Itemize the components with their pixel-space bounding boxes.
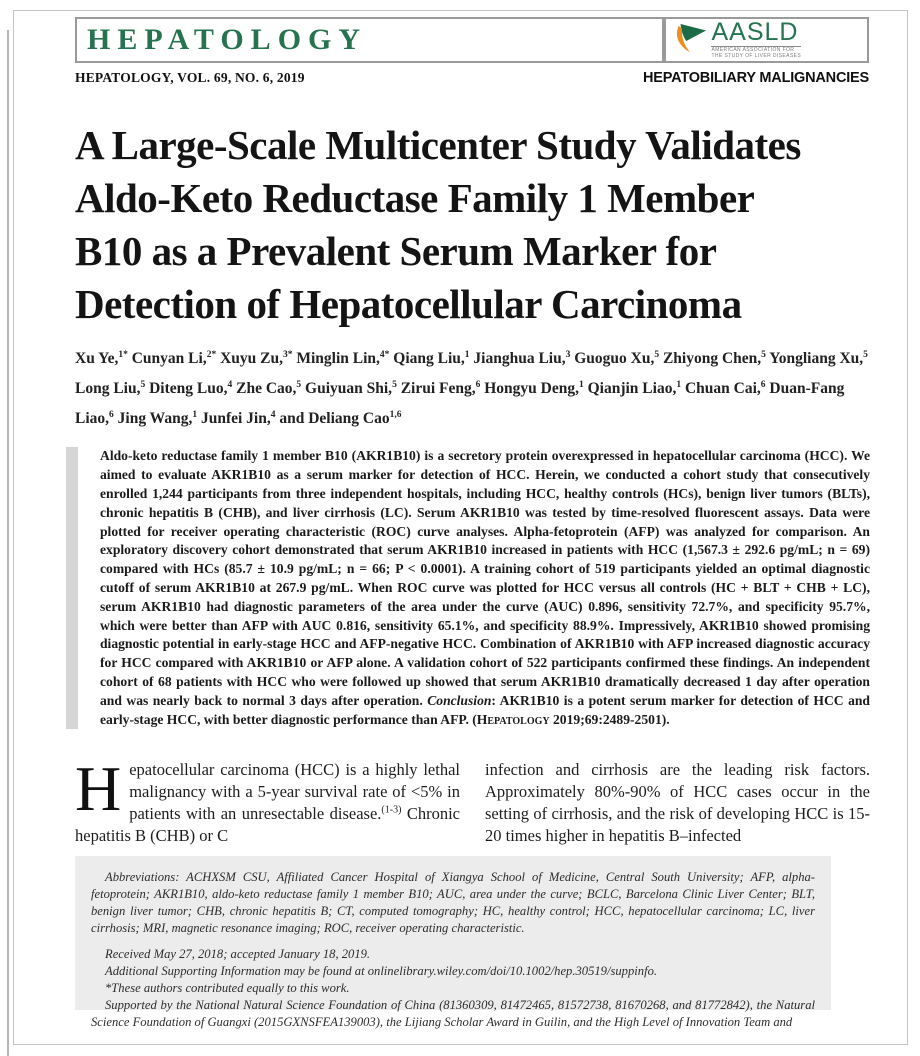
author: Chuan Cai,$^6$ xyxy=(684,380,766,398)
supporting-info-prefix: Additional Supporting Information may be found at xyxy=(105,964,368,979)
author-affiliation-superscript: 1 xyxy=(464,350,470,360)
author-affiliation-superscript: 5 xyxy=(761,350,766,360)
author-affiliation-superscript: 1 xyxy=(676,380,682,391)
author-affiliation-superscript: 4 xyxy=(227,380,233,391)
author-affiliation-superscript: 3* xyxy=(282,350,293,360)
body-column-left xyxy=(75,753,460,847)
author-affiliation-superscript: 5 xyxy=(863,350,868,360)
volume-issue-line: HEPATOLOGY, VOL. 69, NO. 6, 2019 xyxy=(75,70,305,85)
author: Yongliang Xu,$^5$ xyxy=(769,350,868,368)
author: Zhiyong Chen,$^5$ xyxy=(662,350,766,368)
author: Xuyu Zu,$^{3*}$ xyxy=(220,350,293,368)
article-title-line: A Large-Scale Multicenter Study Validates xyxy=(75,122,801,168)
body-right-text: infection and cirrhosis are the leading risk factors. Approximately 80%-90% of HCC cases occur in the setting of cirrhosis, and the risk of developing HCC is 15-20 times higher in hepatitis B–infected xyxy=(485,760,870,846)
section-label: HEPATOBILIARY MALIGNANCIES xyxy=(642,70,869,86)
journal-name: HEPATOLOGY xyxy=(87,23,368,56)
citation-rest: 2019;69:2489-2501). xyxy=(549,711,670,727)
author-affiliation-superscript: 2* xyxy=(206,350,217,360)
author-affiliation-superscript: 6 xyxy=(760,380,766,391)
abstract-conclusion-text: : AKR1B10 is a potent serum marker for detection of HCC and early-stage HCC, with better diagnostic performance than AFP. ( xyxy=(100,692,870,727)
body-column-right xyxy=(485,759,870,847)
article-title-line: B10 as a Prevalent Serum Marker for xyxy=(75,228,717,274)
author: Xu Ye,$^{1*}$ xyxy=(75,350,128,368)
author: Minglin Lin,$^{4*}$ xyxy=(296,350,390,368)
author-affiliation-superscript: 5 xyxy=(296,380,302,391)
journal-masthead-box xyxy=(75,17,664,63)
author-affiliation-superscript: 5 xyxy=(392,380,397,391)
author-affiliation-superscript: 1* xyxy=(118,350,128,360)
page-stack-edge xyxy=(7,30,9,1056)
author: Jing Wang,$^1$ xyxy=(117,410,198,428)
authors xyxy=(75,342,870,432)
reference-superscript: (1-3) xyxy=(381,804,402,816)
aasld-logo-icon xyxy=(671,23,709,57)
abstract-conclusion-label: Conclusion xyxy=(427,692,492,708)
abstract-side-bar xyxy=(66,447,78,729)
author-affiliation-superscript: 5 xyxy=(654,350,660,360)
author: Guiyuan Shi,$^5$ xyxy=(305,380,397,398)
supporting-info-note xyxy=(91,963,815,980)
abstract-section xyxy=(66,447,870,729)
author-affiliation-superscript: 3 xyxy=(565,350,571,360)
author: Hongyu Deng,$^1$ xyxy=(484,380,584,398)
author-affiliation-superscript: 1,6 xyxy=(389,410,402,421)
author: Jianghua Liu,$^3$ xyxy=(473,350,571,368)
aasld-tagline-line2: THE STUDY OF LIVER DISEASES xyxy=(711,53,802,59)
aasld-logo-box xyxy=(664,17,869,63)
author: Zhe Cao,$^5$ xyxy=(236,380,302,398)
body-left-text-2: Chronic hepatitis B (CHB) or C xyxy=(75,804,460,846)
supporting-info-link[interactable]: onlinelibrary.wiley.com/doi/10.1002/hep.30519/suppinfo xyxy=(367,964,654,979)
author-affiliation-superscript: 4* xyxy=(379,350,390,360)
supporting-info-suffix: . xyxy=(653,964,658,979)
author: Long Liu,$^5$ xyxy=(75,380,146,398)
funding-note: Supported by the National Natural Science Foundation of China (81360309, 81472465, 81572738, 81670268, and 81772842), the Natural Science Foundation of Guangxi (2015GXNSFEA139003), the Lijiang Scholar Award in Guilin, and the High Level of Innovation Team and xyxy=(91,998,815,1030)
author: Zirui Feng,$^6$ xyxy=(400,380,481,398)
article-title-line: Detection of Hepatocellular Carcinoma xyxy=(75,281,742,327)
body-columns xyxy=(75,753,870,847)
author: Diteng Luo,$^4$ xyxy=(149,380,233,398)
page-header xyxy=(75,17,869,63)
citation-journal-name: Hepatology xyxy=(476,711,550,727)
author-affiliation-superscript: 4 xyxy=(270,410,276,421)
article-title-line: Aldo-Keto Reductase Family 1 Member xyxy=(75,175,755,221)
body-left-text-1: epatocellular carcinoma (HCC) is a highly lethal malignancy with a 5-year survival rate of <5% in patients with an unresectable disease. xyxy=(129,760,460,824)
aasld-tagline xyxy=(711,46,801,60)
issue-info-row xyxy=(75,70,869,86)
author-affiliation-superscript: 6 xyxy=(109,410,114,421)
footnotes-box xyxy=(75,856,831,1030)
author-affiliation-superscript: 6 xyxy=(475,380,481,391)
article-page xyxy=(13,10,908,1045)
author: and Deliang Cao$^{1,6}$ xyxy=(279,410,402,428)
author: Qiang Liu,$^1$ xyxy=(393,350,470,368)
article-title xyxy=(75,119,869,331)
abstract-body: Aldo-keto reductase family 1 member B10 (AKR1B10) is a secretory protein overexpressed in hepatocellular carcinoma (HCC). We aimed to evaluate AKR1B10 as a serum marker for detection of HCC. Herein, we conducted a cohort study that consecutively enrolled 1,244 participants from three independent hospitals, including HCC, healthy controls (HCs), benign liver tumors (BLTs), chronic hepatitis B (CHB), and liver cirrhosis (LC). Serum AKR1B10 was tested by time-resolved fluorescent assays. Data were plotted for receiver operating characteristic (ROC) curve analyses. Alpha-fetoprotein (AFP) was analyzed for comparison. An exploratory discovery cohort demonstrated that serum AKR1B10 increased in patients with HCC (1,567.3 ± 292.6 pg/mL; n = 69) compared with HCs (85.7 ± 10.9 pg/mL; n = 66; P < 0.0001). A training cohort of 519 participants yielded an optimal diagnostic cutoff of serum AKR1B10 at 267.9 pg/mL. When ROC curve was plotted for HCC versus all controls (HC + BLT + CHB + LC), serum AKR1B10 had diagnostic parameters of the area under the curve (AUC) 0.896, sensitivity 72.7%, and specificity 95.7%, which were better than AFP with AUC 0.816, sensitivity 65.1%, and specificity 88.9%. Impressively, AKR1B10 showed promising diagnostic potential in early-stage HCC and AFP-negative HCC. Combination of AKR1B10 with AFP increased diagnostic accuracy for HCC compared with AKR1B10 or AFP alone. A validation cohort of 522 participants confirmed these findings. An independent cohort of 68 patients with HCC who were followed up showed that serum AKR1B10 dramatically decreased 1 day after operation and was nearly back to normal 3 days after operation. xyxy=(100,448,870,708)
aasld-tagline-line1: AMERICAN ASSOCIATION FOR xyxy=(711,47,795,54)
author-affiliation-superscript: 1 xyxy=(578,380,584,391)
author: Duan-Fang Liao,$^6$ xyxy=(75,380,845,428)
author: Qianjin Liao,$^1$ xyxy=(587,380,682,398)
author: Junfei Jin,$^4$ xyxy=(200,410,276,428)
abbreviations-note: Abbreviations: ACHXSM CSU, Affiliated Cancer Hospital of Xiangya School of Medicine, Central South University; AFP, alpha-fetoprotein; AKR1B10, aldo-keto reductase family 1 member B10; AUC, area under the curve; BCLC, Barcelona Clinic Liver Center; BLT, benign liver tumor; CHB, chronic hepatitis B; CT, computed tomography; HC, healthy control; HCC, hepatocellular carcinoma; LC, liver cirrhosis; MRI, magnetic resonance imaging; ROC, receiver operating characteristic. xyxy=(91,870,815,936)
author-affiliation-superscript: 1 xyxy=(192,410,198,421)
received-note: Received May 27, 2018; accepted January 18, 2019. xyxy=(105,947,371,962)
author-affiliation-superscript: 5 xyxy=(140,380,146,391)
abstract-text xyxy=(100,447,870,729)
aasld-acronym: AASLD xyxy=(711,18,799,47)
dropcap: H xyxy=(75,753,122,825)
author: Guoguo Xu,$^5$ xyxy=(574,350,660,368)
author: Cunyan Li,$^{2*}$ xyxy=(131,350,217,368)
equal-contribution-note: *These authors contributed equally to this work. xyxy=(105,981,350,996)
